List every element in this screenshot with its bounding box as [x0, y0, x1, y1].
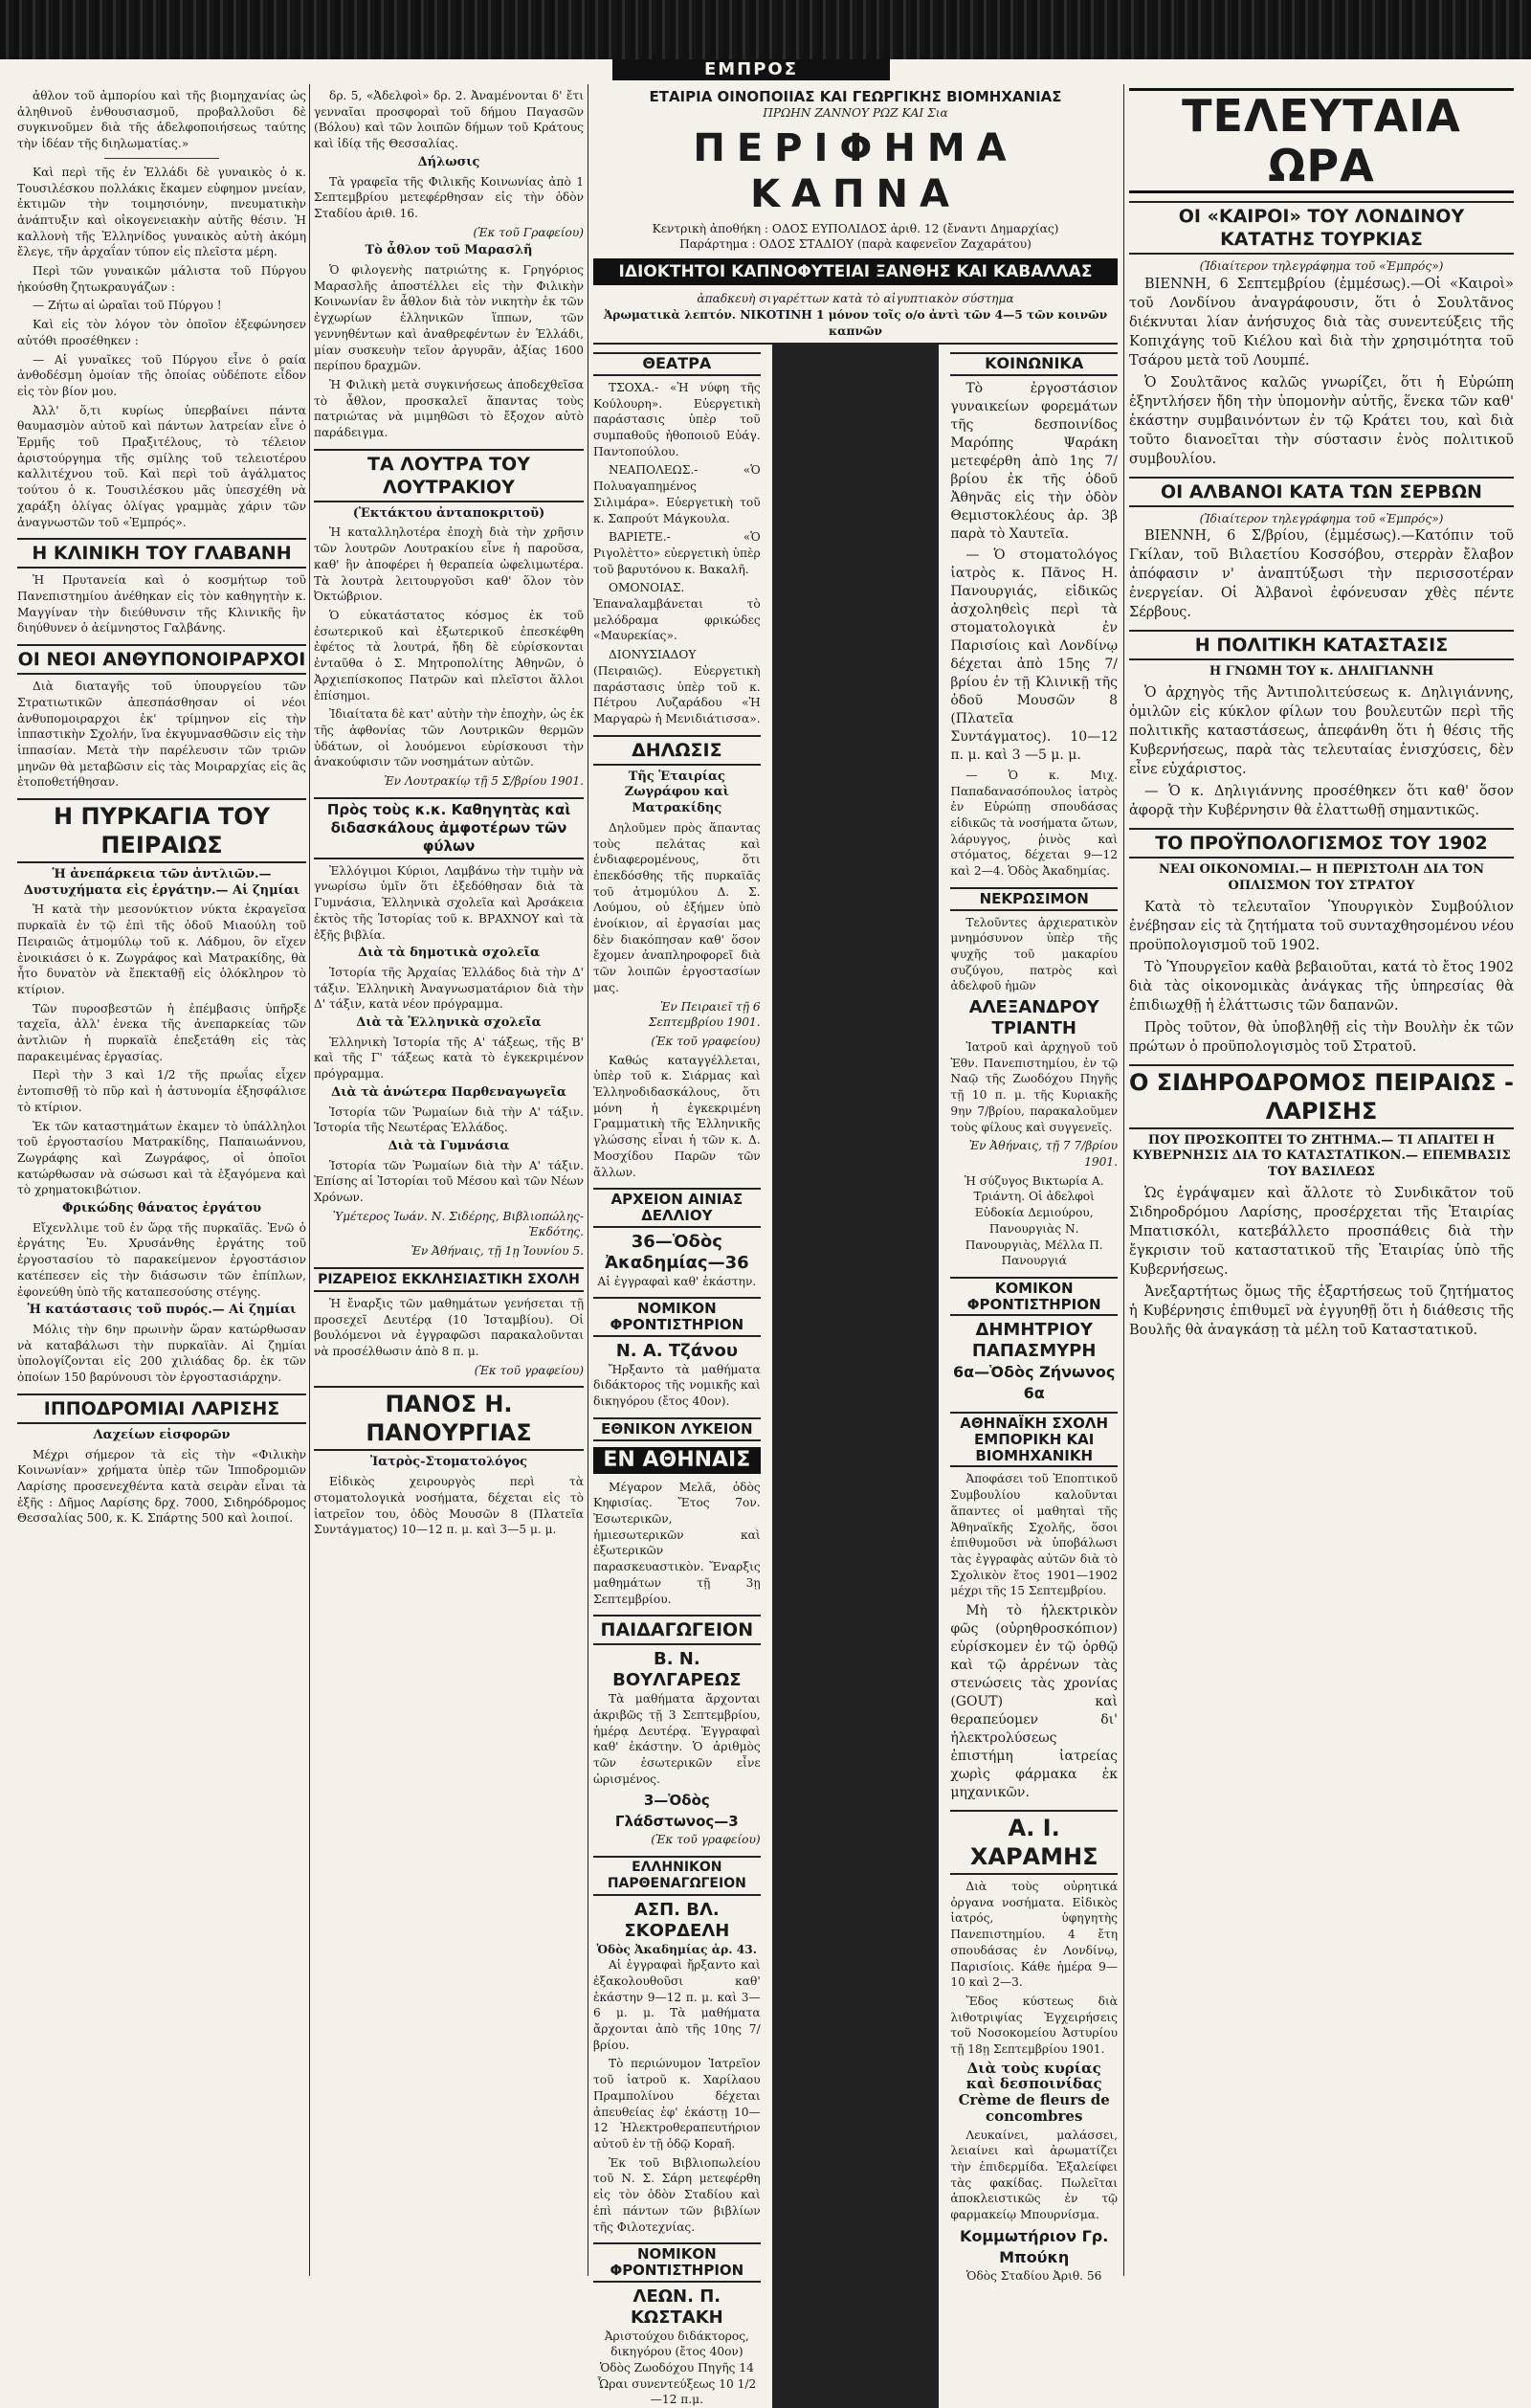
- section-heading: ΝΕΚΡΩΣΙΜΟΝ: [950, 887, 1118, 911]
- ad-line: Ὧραι συνεντεύξεως 10 1/2—12 π.μ.: [597, 2376, 757, 2407]
- paragraph: Ὁ ἀρχηγὸς τῆς Ἀντιπολιτεύσεως κ. Δηλιγιάννης, ὁμιλῶν εἰς κύκλον φίλων του βουλευτῶν περὶ τῆς πολιτικῆς καταστάσεως, ἀπεφάνθη ὅτι ἡ θέσις τῆς Κυβερνήσεως, παρὰ τὰς τελευταίας ἐνισχύσεις, δὲν εἶνε εὐχάριστος.: [1129, 685, 1514, 778]
- paragraph: ΒΙΕΝΝΗ, 6 Σεπτεμβρίου (ἐμμέσως).—Οἱ «Καιροὶ» τοῦ Λονδίνου ἀναγράφουσιν, ὅτι ὁ Σουλτᾶνος διέκνυται λίαν ἀνήσυχος διὰ τὰς συνεντεύξεις τῆς Κοπιχάγης τοῦ Κιέλου καὶ διὰ τὴν χρησιμότητα τοῦ Τσάρου μετὰ τοῦ Λουμπέ.: [1129, 276, 1514, 368]
- paragraph: Τελοῦντες ἀρχιερατικὸν μνημόσυνον ὑπὲρ τῆς ψυχῆς τοῦ μακαρίου συζύγου, πατρὸς καὶ ἀδελφοῦ ἡμῶν: [950, 915, 1119, 993]
- ad-subtitle: ΠΡΩΗΝ ΖΑΝΝΟΥ ΡΩΖ ΚΑΙ Σια: [763, 106, 948, 120]
- paragraph: ΒΑΡΙΕΤΕ.- «Ὁ Ριγολὲττο» εὐεργετικὴ ὑπὲρ τοῦ βαρυτόνου κ. Βακαλῆ.: [593, 530, 761, 576]
- paragraph: ἀθλον τοῦ ἀμπορίου καὶ τῆς βιομηχανίας ὡς ἀληθινοῦ ἐνθουσιασμοῦ, προβαλλοῦσι δὲ συγκινοῦμεν διὰ τῆς ἀδελφοποιήσεως ταύτης τὴν ἰδέαν τῆς διηλωματίας.»: [17, 89, 306, 151]
- paragraph: Αἱ ἐγγραφαὶ ἤρξαντο καὶ ἐξακολουθοῦσι καθ' ἑκάστην 9—12 π. μ. καὶ 3—6 μ. μ. Τὰ μαθήματα ἄρχονται ἀπὸ τῆς 10ης 7/βρίου.: [593, 1958, 761, 2052]
- paragraph: Διὰ τοὺς οὐρητικά ὀργανα νοσήματα. Εἰδικὸς ἰατρός, ὑφηγητὴς Πανεπιστημίου. 4 ἔτη σπουδάσας ἐν Λονδίνῳ, Παρισίοις. Κάθε ἡμέρα 9—10 καὶ 2—3.: [950, 1880, 1119, 1990]
- subheadline: Διὰ τὰ δημοτικὰ σχολεῖα: [358, 946, 540, 961]
- top-border-band: [0, 0, 1531, 59]
- dateline: Ἐν Ἀθήναις, τῇ 7 7/βρίου 1901.: [968, 1139, 1119, 1169]
- ad-address: Ὁδὸς Ἀκαδημίας ἀρ. 43.: [596, 1942, 757, 1956]
- ad-address: Ὁδὸς Σταδίου Ἀριθ. 56: [965, 2268, 1102, 2283]
- subheadline: Τῆς Ἑταιρίας Ζωγράφου καὶ Ματρακίδης: [624, 769, 729, 816]
- ad-heading: ΑΡΧΕΙΟΝ ΑΙΝΙΑΣ ΔΕΛΛΙΟΥ: [593, 1188, 761, 1227]
- headline: ΟΙ ΝΕΟΙ ΑΝΘΥΠΟΝΟΙΡΑΡΧΟΙ: [17, 644, 306, 675]
- ad-line: Ἀριστούχου διδάκτορος, δικηγόρου (ἔτος 40ον): [604, 2329, 749, 2359]
- masthead: ΕΜΠΡΟΣ: [612, 59, 890, 80]
- headline: ΤΑ ΛΟΥΤΡΑ ΤΟΥ ΛΟΥΤΡΑΚΙΟΥ: [314, 449, 584, 502]
- source-note: (Ἐκ τοῦ γραφείου): [651, 1034, 761, 1048]
- headline: Πρὸς τοὺς κ.κ. Καθηγητὰς καὶ διδασκάλους ἀμφοτέρων τῶν φύλων: [314, 797, 584, 859]
- column-rule: [1123, 84, 1124, 2276]
- paragraph: Ἡ κατὰ τὴν μεσονύκτιον νύκτα ἐκραγεῖσα πυρκαϊὰ ἐν τῷ ἐπὶ τῆς ὁδοῦ Μιαούλη τοῦ Πειραιῶς ἀτμομύλῳ τοῦ κ. Λάδμου, ὃν εἴχεν ἐνοικιάσει ὁ κ. Ζωγράφος καὶ Ματρακίδης, θὰ ἦτο δυνατὸν νὰ ἔπεκταθῇ εἰς ὁλόκληρον τὸ κτίριον.: [17, 903, 306, 996]
- dateline: Ἐν Πειραιεῖ τῇ 6 Σεπτεμβρίου 1901.: [648, 999, 761, 1030]
- paragraph: Ἡ ἔναρξις τῶν μαθημάτων γενήσεται τῇ προσεχεῖ Δευτέρᾳ (10 Ἰσταμβίου). Οἱ βουλόμενοι νὰ ἐγγραφῶσι παρακαλοῦνται νὰ προσέλθωσιν ἀπὸ 8 π. μ.: [314, 1296, 584, 1358]
- ad-name: ΑΣΠ. ΒΛ. ΣΚΟΡΔΕΛΗ: [624, 1899, 730, 1941]
- paragraph: ΒΙΕΝΝΗ, 6 Σ/βρίου, (ἐμμέσως).—Κατόπιν τοῦ Γκίλαν, τοῦ Βιλαετίου Κοσσόβου, στερρὰν ἔλαβον ἀπόφασιν ν' ἀναπτύξωσι τὴν περισσοτέραν ἐνεργείαν. Οἱ Ἀλβανοὶ ἐφόνευσαν χθὲς πέντε Σέρβους.: [1129, 528, 1514, 621]
- column-3: [593, 88, 1119, 2407]
- ad-name: Β. Ν. ΒΟΥΛΓΑΡΕΩΣ: [612, 1649, 742, 1691]
- subheadline: Ἡ κατάστασις τοῦ πυρός.— Αἱ ζημίαι: [27, 1303, 297, 1318]
- subheadline: Διὰ τὰ Ἑλληνικὰ σχολεῖα: [356, 1015, 542, 1031]
- paragraph: Ἐλλόγιμοι Κύριοι, Λαμβάνω τὴν τιμὴν νὰ γνωρίσω ὑμῖν ὅτι ἐξεδόθησαν διὰ τὰ Γυμνάσια, Ἑλληνικὰ σχολεῖα καὶ Ἀρσάκεια ἐκτὸς τῆς Ἱστορίας τοῦ κ. ΒΡΑΧΝΟΥ καὶ τὰ ἑξῆς βιβλία.: [314, 863, 584, 942]
- paragraph: Λευκαίνει, μαλάσσει, λειαίνει καὶ ἀρωματίζει τὴν ἐπιδερμίδα. Ἐξαλείφει τὰς φακίδας. Πωλεῖται ἀποκλειστικῶς ἐν τῷ φαρμακείῳ Μπουρνίσμα.: [950, 2128, 1119, 2222]
- paragraph: Μόλις τὴν 6ην πρωινὴν ὥραν κατώρθωσαν νὰ καταβάλωσι τὴν πυρκαϊὰν. Αἱ ζημίαι ὑπολογίζονται εἰς 200 χιλιάδας δρ. ἐκ τῶν ὁποίων 150 βαρύνουσι τὸν ἐργοστασιάρχην.: [17, 1323, 306, 1385]
- paragraph: ΟΜΟΝΟΙΑΣ. Ἐπαναλαμβάνεται τὸ μελόδραμα φρικώδες «Μαυρεκίας».: [593, 581, 761, 643]
- section-heading: ΘΕΑΤΡΑ: [593, 352, 761, 376]
- paragraph: Πρὸς τοῦτον, θὰ ὑποβληθῇ εἰς τὴν Βουλὴν ἐκ τῶν πρώτων ὁ προϋπολογισμὸς τοῦ Στρατοῦ.: [1129, 1019, 1514, 1055]
- headline: ΤΟ ΠΡΟΫΠΟΛΟΓΙΣΜΟΣ ΤΟΥ 1902: [1129, 828, 1514, 858]
- ad-heading: ΕΘΝΙΚΟΝ ΛΥΚΕΙΟΝ: [593, 1417, 761, 1441]
- subheadline: (Ἐκτάκτου ἀνταποκριτοῦ): [352, 505, 545, 521]
- ad-address: 3—Ὁδὸς Γλάδστωνος—3: [614, 1792, 739, 1831]
- paragraph: Καθώς καταγγέλλεται, ὑπὲρ τοῦ κ. Σιάρμας καὶ Ἑλληνοδιδασκάλους, ὅτι μόνη ἡ ἐγκεκριμένη Γραμματικὴ τῆς Ἑλληνικῆς γλώσσης εἶναι ἡ τῶν κ. Δ. Μοσχίδου Παρῶν τῶν ἄλλων.: [593, 1053, 761, 1179]
- source-note: (Ἰδιαίτερον τηλεγράφημα τοῦ «Ἐμπρός»): [1199, 259, 1444, 273]
- paragraph: Μέγαρον Μελᾶ, ὁδὸς Κηφισίας. Ἔτος 7ον. Ἐσωτερικῶν, ἡμιεσωτερικῶν καὶ ἐξωτερικῶν παρασκευαστικὸν. Ἔναρξις μαθημάτων τῇ 3ῃ Σεπτεμβρίου.: [593, 1480, 761, 1606]
- ad-inverted-banner: ΙΔΙΟΚΤΗΤΟΙ ΚΑΠΝΟΦΥΤΕΙΑΙ ΞΑΝΘΗΣ ΚΑΙ ΚΑΒΑΛΛΑΣ: [593, 258, 1118, 285]
- column-4: [1129, 88, 1514, 2275]
- paragraph: δρ. 5, «Ἀδελφοὶ» δρ. 2. Ἀναμένονται δ' ἔτι γενναῖαι προσφοραὶ τοῦ δήμου Παγασῶν (Βόλου) καὶ τῶν λοιπῶν δήμων τοῦ Κράτους καὶ ἰδίᾳ τῆς Θεσσαλίας.: [314, 89, 584, 151]
- paragraph: Ἡ Φιλικὴ μετὰ συγκινήσεως ἀποδεχθεῖσα τὸ ἆθλον, προσκαλεῖ ἅπαντας τοὺς πατριώτας νὰ μιμηθῶσι τὸ ἔξοχον αὐτὸ παράδειγμα.: [314, 377, 584, 440]
- source-note: (Ἐκ τοῦ Γραφείου): [473, 225, 584, 239]
- paragraph: — Ὁ κ. Μιχ. Παπαδανασόπουλος ἰατρὸς ἐν Εὐρώπῃ σπουδάσας εἰδικῶς τὰ νοσήματα ὤτων, λάρυγγος, ῥινὸς καὶ στόματος, δέχεται 9—12 καὶ 2—4. Ὁδὸς Ἀκαδημίας.: [950, 768, 1119, 879]
- paragraph: Περὶ τὴν 3 καὶ 1/2 τῆς πρωΐας εἶχεν ἐντοπισθῇ τὸ πῦρ καὶ ἡ ἀστυνομία ἐξησφάλισε τὸ κτίριον.: [17, 1068, 306, 1114]
- ad-heading: Διὰ τοὺς κυρίας καὶ δεσποινίδας Crème de fleurs de concombres: [958, 2059, 1110, 2125]
- paragraph: ΝΕΑΠΟΛΕΩΣ.- «Ὁ Πολυαγαπημένος Σιλιμάρα». Εὐεργετικὴ τοῦ κ. Σαπρούτ Μάγκουλα.: [593, 463, 761, 525]
- paragraph: Ἱστορία τῆς Ἀρχαίας Ἑλλάδος διὰ τὴν Δ' τάξιν. Ἑλληνικὴ Ἀναγνωσματάριον διὰ τὴν Δ' τάξιν, κατὰ νέον πρόγραμμα.: [314, 965, 584, 1012]
- ad-heading: ΝΟΜΙΚΟΝ ΦΡΟΝΤΙΣΤΗΡΙΟΝ: [593, 2242, 761, 2282]
- source-note: (Ἰδιαίτερον τηλεγράφημα τοῦ «Ἐμπρός»): [1199, 511, 1444, 525]
- deceased-name: ΑΛΕΞΑΝΔΡΟΥ ΤΡΙΑΝΤΗ: [968, 997, 1099, 1039]
- paragraph: Εἰδικὸς χειρουργὸς περὶ τὰ στοματολογικὰ νοσήματα, δέχεται εἰς τὸ ἰατρεῖον του, ὁδὸς Μουσῶν 8 (Πλατεῖα Συντάγματος) 10—12 π. μ. καὶ 3—5 μ. μ.: [314, 1475, 584, 1537]
- ad-title: ΕΤΑΙΡΙΑ ΟΙΝΟΠΟΙΙΑΣ ΚΑΙ ΓΕΩΡΓΙΚΗΣ ΒΙΟΜΗΧΑΝΙΑΣ: [649, 88, 1062, 105]
- paragraph: Δηλοῦμεν πρὸς ἅπαντας τοὺς πελάτας καὶ ἐνδιαφερομένους, ὅτι ἐπεκδόσθης τῆς πυρκαϊᾶς τοῦ ἀτμομύλου Δ. Σ. Λούμου, οὐ ἐξήμεν ὑπὸ ἐνοίκιον, αἱ ἐργασίαι μας δὲν διακόπησαν καθ' ὅσον ἔχομεν ἀναπληροφορεῖ διὰ τῶν λοιπῶν ἐργοστασίων μας.: [593, 820, 761, 994]
- dateline: Ἐν Λουτρακίῳ τῇ 5 Σ/βρίου 1901.: [384, 774, 584, 789]
- subheadline: Ἡ ἀνεπάρκεια τῶν ἀντλιῶν.— Δυστυχήματα εἰς ἐργάτην.— Αἱ ζημίαι: [23, 867, 300, 898]
- ad-name: ΔΗΜΗΤΡΙΟΥ ΠΑΠΑΣΜΥΡΗ: [971, 1320, 1097, 1362]
- paragraph: Ἰατροῦ καὶ ἀρχηγοῦ τοῦ Ἐθν. Πανεπιστημίου, ἐν τῷ Ναῷ τῆς Ζωοδόχου Πηγῆς τῇ 10 π. μ. τῆς Κυριακῆς 9ην 7/βρίου, παρακαλοῦμεν τοὺς φίλους καὶ συγγενεῖς.: [950, 1040, 1119, 1134]
- ad-heading: ΚΟΜΙΚΟΝ ΦΡΟΝΤΙΣΤΗΡΙΟΝ: [950, 1277, 1118, 1316]
- column-2: [314, 88, 584, 2275]
- paragraph: Τὰ μαθήματα ἄρχονται ἀκριβῶς τῇ 3 Σεπτεμβρίου, ἡμέρᾳ Δευτέρᾳ. Ἐγγραφαὶ καθ' ἑκάστην. Ὁ ἀριθμὸς τῶν ἐσωτερικῶν εἶνε ὡρισμένος.: [593, 1692, 761, 1786]
- paragraph: Ἡ Πρυτανεία καὶ ὁ κοσμήτωρ τοῦ Πανεπιστημίου ἀνέθηκαν εἰς τὸν καθηγητὴν κ. Μαγγίναν τὴν διεύθυνσιν τῆς Κλινικῆς ἣν διηύθυνεν ὁ ἀείμνηστος Γαλβάνης.: [17, 573, 306, 635]
- ad-heading: ΠΑΙΔΑΓΩΓΕΙΟΝ: [593, 1615, 761, 1645]
- paragraph: Ἀνεξαρτήτως ὅμως τῆς ἐξαρτήσεως τοῦ ζητήματος ἡ Κυβέρνησις ἐπιθυμεῖ νὰ ἐγγυηθῇ ὅτι ἡ διάθεσις τῆς Βουλῆς θὰ ἀναγκάσῃ τὰ μέλη τοῦ Καταστατικοῦ.: [1129, 1283, 1514, 1338]
- paragraph: Ἰδιαίτατα δὲ κατ' αὐτὴν τὴν ἐποχὴν, ὡς ἐκ τῆς ἀφθονίας τῶν Λουτρικῶν θερμῶν ὑδάτων, οἱ λουόμενοι εὑρίσκουσι τὴν ἀνακούφισιν τῶν νοσημάτων αὐτῶν.: [314, 707, 584, 769]
- paragraph: Εἴχενλλιμε τοῦ ἐν ὥρᾳ τῆς πυρκαϊᾶς. Ἐνῶ ὁ ἐργάτης Ἐυ. Χρυσάνθης ἐργάτης τοῦ ἐργοστασίου τὸ παρακείμενον ἐργοστάσιον κατέπεσεν εἰς τὴν διάσωσιν τῶν ἐπίπλων, ἐφονεύθη ὑπὸ τῆς καταπεσούσης στέγης.: [17, 1220, 306, 1299]
- subheadline: Λαχείων εἰσφορῶν: [93, 1427, 231, 1442]
- column-rule: [309, 84, 310, 2276]
- subheadline: Διὰ τὰ Γυμνάσια: [388, 1138, 510, 1153]
- paragraph: — Ζήτω αἱ ὡραῖαι τοῦ Πύργου !: [33, 299, 222, 313]
- subheadline: Φρικώδης θάνατος ἐργάτου: [61, 1201, 262, 1216]
- paragraph: Ἑλληνικὴ Ἱστορία τῆς Α' τάξεως, τῆς Β' καὶ τῆς Γ' τάξεως κατὰ τὸ ἐγκεκριμένον πρόγραμμα.: [314, 1035, 584, 1081]
- ad-address: 36—Ὁδὸς Ἀκαδημίας—36: [605, 1231, 749, 1273]
- column-rule: [772, 345, 940, 2408]
- source-note: (Ἐκ τοῦ γραφείου): [651, 1833, 761, 1847]
- headline: ΠΑΝΟΣ Η. ΠΑΝΟΥΡΓΙΑΣ: [314, 1386, 584, 1451]
- paragraph: Τὸ Ὑπουργεῖον καθὰ βεβαιοῦται, κατά τὸ ἔτος 1902 διὰ τὰς οἰκονομικὰς ἀνάγκας τῆς ὑπηρεσίας θὰ ἐπιδιωχθῇ ἡ ἐλάττωσις τῶν δαπανῶν.: [1129, 959, 1514, 1014]
- source-note: (Ἐκ τοῦ γραφείου): [474, 1363, 584, 1377]
- ad-line: Κεντρικὴ ἀποθήκη : ΟΔΟΣ ΕΥΠΟΛΙΔΟΣ ἀριθ. 12 (ἔναντι Δημαρχίας): [652, 221, 1059, 235]
- section-heading: ΚΟΙΝΩΝΙΚΑ: [950, 352, 1118, 376]
- subheadline: Δήλωσις: [417, 154, 480, 169]
- column-1: [17, 88, 306, 2275]
- paragraph: Κατὰ τὸ τελευταῖον Ὑπουργικὸν Συμβούλιον ἐνέβησαν εἰς τὰ ζητήματα τοῦ συνταχθησομένου νέου προϋπολογισμοῦ τοῦ 1902.: [1129, 899, 1514, 953]
- ad-heading: ΕΛΛΗΝΙΚΟΝ ΠΑΡΘΕΝΑΓΩΓΕΙΟΝ: [593, 1856, 761, 1895]
- headline: Η ΠΥΡΚΑΓΙΑ ΤΟΥ ΠΕΙΡΑΙΩΣ: [17, 798, 306, 863]
- paragraph: Τῶν πυροσβεστῶν ἡ ἐπέμβασις ὑπῆρξε ταχεῖα, ἀλλ' ἐνεκα τῆς ἀνεπαρκείας τῶν ἀντλιῶν ἡ πυρκαϊὰ ἐπεξετάθη εἰς τὰς παρακειμένας ἐργασίας.: [17, 1001, 306, 1063]
- paragraph: ΤΣΟΧΑ.- «Ἡ νύφη τῆς Κούλουρη». Εὐεργετικὴ παράστασις ὑπὲρ τοῦ συμπαθοῦς ἠθοποιοῦ Εὐάγ. Παντοπούλου.: [593, 380, 761, 458]
- subheadline: Η ΓΝΩΜΗ ΤΟΥ κ. ΔΗΛΙΓΙΑΝΝΗ: [1209, 664, 1434, 680]
- paragraph: Ἱστορία τῶν Ῥωμαίων διὰ τὴν Α' τάξιν. Ἱστορία τῆς Νεωτέρας Ἑλλάδος.: [314, 1104, 584, 1135]
- ad-name: Κομμωτήριον Γρ. Μπούκη: [960, 2226, 1109, 2266]
- paragraph: Τὰ γραφεῖα τῆς Φιλικῆς Κοινωνίας ἀπὸ 1 Σεπτεμβρίου μετεφέρθησαν εἰς τὴν ὁδὸν Σταδίου ἀριθ. 16.: [314, 174, 584, 220]
- paragraph: Ἤρξαντο τὰ μαθήματα διδάκτορος τῆς νομικῆς καὶ δικηγόρου (ἔτος 40ον).: [593, 1362, 761, 1409]
- ad-line: Παράρτημα : ΟΔΟΣ ΣΤΑΔΙΟΥ (παρὰ καφενεῖον Ζαχαράτου): [679, 237, 1032, 252]
- paragraph: Τὸ ἐργοστάσιον γυναικείων φορεμάτων τῆς δεσποινίδος Μαρόπης Ψαράκη μετεφέρθη ἀπὸ 1ης 7/βρίου ἐκ τῆς ὁδοῦ Ἀθηνᾶς εἰς τὴν ὁδὸν Θεμιστοκλέους ἀρ. 3β παρὰ τὸ Χαυτεῖα.: [950, 380, 1119, 542]
- paragraph: Ἐκ τῶν καταστημάτων ἐκαμεν τὸ ὑπάλληλοι τοῦ ἐργοστασίου Ματρακίδης, Παπαιωάννου, Ζωγράφης καὶ Ζωγράφος, οἱ ὁποῖοι κατώρθωσαν νὰ σώσωσι καὶ τὰ ἐξαγόμενα καὶ τὸ χρηματοκιβώτιον.: [17, 1119, 306, 1197]
- paragraph: Ἱστορία τῶν Ῥωμαίων διὰ τὴν Α' τάξιν. Ἐπίσης αἱ Ἱστορίαι τοῦ Μέσου καὶ τῶν Νέων Χρόνων.: [314, 1158, 584, 1205]
- headline: Η ΠΟΛΙΤΙΚΗ ΚΑΤΑΣΤΑΣΙΣ: [1129, 630, 1514, 660]
- paragraph: Ἀποφάσει τοῦ Ἐποπτικοῦ Συμβουλίου καλοῦνται ἅπαντες οἱ μαθηταὶ τῆς Ἀθηναϊκῆς Σχολῆς, ὅσοι ἐπιθυμοῦσι νὰ ὑποβάλωσι τὰς ἐγγραφὰς αὐτῶν διὰ τὸ Σχολικὸν ἔτος 1901—1902 μέχρι τῆς 15 Σεπτεμβρίου.: [950, 1472, 1119, 1598]
- paragraph: Μέχρι σήμερον τὰ εἰς τὴν «Φιλικὴν Κοινωνίαν» χρήματα ὑπὲρ τῶν Ἱπποδρομιῶν Λαρίσης προσενεχθέντα κατὰ σειρὰν εἶναι τὰ ἑξῆς : Δῆμος Λαρίσης δρχ. 7000, Σιδηρόδρομος Θεσσαλίας 500, κ. Κ. Σπάρτης 500 καὶ λοιποί.: [17, 1447, 306, 1526]
- headline: ΙΠΠΟΔΡΟΜΙΑΙ ΛΑΡΙΣΗΣ: [17, 1394, 306, 1424]
- ad-name: Ν. Α. Τζάνου: [615, 1340, 738, 1361]
- paragraph: Ὁ φιλογενὴς πατριώτης κ. Γρηγόριος Μαρασλῆς ἀποστέλλει εἰς τὴν Φιλικὴν Κοινωνίαν ἓν ἆθλον διὰ τὸν νικητὴν ἐκ τῶν ἐγχωρίων ἑλληνικῶν ἵππων, τῶν γεννηθέντων καὶ ἀναθρεφέντων ἐν Ἑλλάδι, μίαν συσκευὴν τεῖον ἀργυρᾶν, ἀξίας 1600 περίπου δραχμῶν.: [314, 263, 584, 373]
- subheadline: Ἰατρὸς-Στοματολόγος: [369, 1455, 528, 1470]
- ad-banner: ΠΕΡΙΦΗΜΑ ΚΑΠΝΑ: [693, 125, 1018, 216]
- paragraph: — Ὁ στοματολόγος ἰατρὸς κ. Πᾶνος Η. Πανουργιάς, εἰδικῶς ἀσχοληθεὶς περὶ τὰ στοματολογικὰ ἐν Παρισίοις καὶ Λονδίνῳ δέχεται ἀπὸ 15ης 7/βρίου ἐν τῇ Κλινικῇ τῆς ὁδοῦ Μουσῶν 8 (Πλατεῖα Συντάγματος). 10—12 π. μ. καὶ 3 —5 μ. μ.: [950, 546, 1119, 763]
- ad-line: Ἀρωματικὰ λεπτόν. ΝΙΚΟΤΙΝΗ 1 μόνον τοῖς ο/ο ἀντὶ τῶν 4—5 τῶν κοινῶν καπνῶν: [593, 307, 1118, 345]
- paragraph: Καὶ εἰς τὸν λόγον τὸν ὁποῖον ἐξεφώνησεν αὐτόθι προσέθηκεν :: [17, 318, 306, 347]
- ad-heading: Α. Ι. ΧΑΡΑΜΗΣ: [950, 1810, 1118, 1875]
- section-title: ΤΕΛΕΥΤΑΙΑ ΩΡΑ: [1129, 88, 1514, 193]
- paragraph: Ἐκ τοῦ Βιβλιοπωλείου τοῦ Ν. Σ. Σάρη μετεφέρθη εἰς τὸν ὁδὸν Σταδίου καὶ ἐπὶ πάντων τῶν βιβλίων τῆς Φιλοτεχνίας.: [593, 2155, 761, 2234]
- signature: Ἡ σύζυγος Βικτωρία Α. Τριάντη. Οἱ ἀδελφοὶ Εὐδοκία Δεμιούρου, Πανουργιὰς Ν. Πανουργιὰς, Μέλλα Π. Πανουργιά: [964, 1173, 1104, 1268]
- headline: ΡΙΖΑΡΕΙΟΣ ΕΚΚΛΗΣΙΑΣΤΙΚΗ ΣΧΟΛΗ: [314, 1267, 584, 1292]
- paragraph: Ἔδος κύστεως διὰ λιθοτριψίας Ἐγχειρήσεις τοῦ Νοσοκομείου Ἀστυρίου τῇ 18ῃ Σεπτεμβρίου 1901.: [950, 1994, 1119, 2057]
- ad-heading: ΑΘΗΝΑΪΚΗ ΣΧΟΛΗ ΕΜΠΟΡΙΚΗ ΚΑΙ ΒΙΟΜΗΧΑΝΙΚΗ: [950, 1412, 1118, 1467]
- paragraph: Ἡ καταλληλοτέρα ἐποχὴ διὰ τὴν χρῆσιν τῶν λουτρῶν Λουτρακίου εἶνε ἡ παροῦσα, καθ' ἣν ἀποφέρει ἡ θεραπεία ὠφελιμωτέρα. Τὰ λουτρὰ λειτουργοῦσι καθ' ὅλον τὸν Ὀκτώβριον.: [314, 525, 584, 604]
- paragraph: Ὁ εὐκατάστατος κόσμος ἐκ τοῦ ἐσωτερικοῦ καὶ ἐξωτερικοῦ ἐπεσκέφθη ἐφέτος τὰ λουτρά, ἤδη δὲ εὑρίσκονται ἐνταῦθα ὁ Σ. Μητροπολίτης Ἀθηνῶν, ὁ Ἀρχιεπίσκοπος Πατρῶν καὶ πλεῖστοι ἄλλοι ἐπίσημοι.: [314, 608, 584, 702]
- paragraph: Τὸ περιώνυμον Ἰατρεῖον τοῦ ἰατροῦ κ. Χαρίλαου Πραμπολίνου δέχεται ἀπευθείας ἐφ' ἑκάστῃ 10—12 Ἠλεκτροθεραπευτήριον αὐτοῦ ἐν τῇ ὁδῷ Κοραῆ.: [593, 2057, 761, 2151]
- paragraph: Ἀλλ' ὅ,τι κυρίως ὑπερβαίνει πάντα θαυμασμὸν αὐτοῦ καὶ πάντων λατρείαν εἶνε ὁ Ἑρμῆς τοῦ Πραξιτέλους, τὸ τέλειον ἀριστούργημα τῆς σμίλης τοῦ τελειοτέρου καλλιτέχνου τοῦ. Καὶ περὶ τοῦ ἀγάλματος τούτου ὁ κ. Τουσιλέσκου μᾶς ὑπεσχέθη νὰ χαράξη ὀλίγας ὀλίγας γραμμὰς χάριν τῶν ἀναγνωστῶν τοῦ «Ἐμπρός».: [17, 403, 306, 529]
- dateline: Ἐν Ἀθήναις, τῇ 1ῃ Ἰουνίου 5.: [410, 1244, 584, 1259]
- subheadline: Τὸ ἆθλον τοῦ Μαρασλῆ: [365, 243, 533, 258]
- paragraph: Περὶ τῶν γυναικῶν μάλιστα τοῦ Πύργου ἠκούσθη ζητωκραυγάζων :: [17, 264, 306, 294]
- section-heading: ΔΗΛΩΣΙΣ: [593, 735, 761, 766]
- signature: Ὑμέτερος Ἰωάν. Ν. Σιδέρης, Βιβλιοπώλης-Ἐκδότης.: [332, 1209, 584, 1239]
- headline: Ο ΣΙΔΗΡΟΔΡΟΜΟΣ ΠΕΙΡΑΙΩΣ - ΛΑΡΙΣΗΣ: [1129, 1064, 1514, 1129]
- ad-inverted-banner: ΕΝ ΑΘΗΝΑΙΣ: [593, 1447, 761, 1474]
- paragraph: — Αἱ γυναῖκες τοῦ Πύργου εἶνε ὁ ραία ἀνθοδέσμη ὁμοίαν τῆς ὁποίας οὐδέποτε εἶδον εἰς τὸν βίον μου.: [17, 352, 306, 398]
- paragraph: Διὰ διαταγῆς τοῦ ὑπουργείου τῶν Στρατιωτικῶν ἀπεσπάσθησαν οἱ νέοι ἀνθυπομοιραρχοι ἐκ' τρίμηνον εἰς τὴν ἱππαστικὴν Σχολήν, ἵνα ἐκγυμνασθῶσιν εἰς τὴν ἱππασίαν. Μετὰ τὴν παρέλευσιν τῶν τριῶν μηνῶν θὰ μεταβῶσιν εἰς τὰς Μοιραρχίας εἰς ἃς ἐτοποθετήθησαν.: [17, 680, 306, 790]
- headline: Η ΚΛΙΝΙΚΗ ΤΟΥ ΓΛΑΒΑΝΗ: [17, 538, 306, 569]
- headline: ΟΙ ΑΛΒΑΝΟΙ ΚΑΤΑ ΤΩΝ ΣΕΡΒΩΝ: [1129, 477, 1514, 507]
- paragraph: ΔΙΟΝΥΣΙΑΔΟΥ (Πειραιῶς). Εὐεργετικὴ παράστασις ὑπὲρ τοῦ κ. Πέτρου Λυζαράδου «Ἡ Μαργαρὼ ἡ Μενιδιάτισσα».: [593, 648, 761, 725]
- paragraph: Ὡς ἐγράψαμεν καὶ ἄλλοτε τὸ Συνδικᾶτον τοῦ Σιδηροδρόμου Λαρίσης, προσέρχεται τῆς Ἑταιρίας Μπατισκόλι, κατεβάλλετο προσπάθεις διὰ τὴν ἔγκρισιν τοῦ καταστατικοῦ τῆς Ἑταιρίας ὑπὸ τῆς Κυβερνήσεως.: [1129, 1185, 1514, 1278]
- ad-heading: ΝΟΜΙΚΟΝ ΦΡΟΝΤΙΣΤΗΡΙΟΝ: [593, 1297, 761, 1336]
- subheadline: ΠΟΥ ΠΡΟΣΚΟΠΤΕΙ ΤΟ ΖΗΤΗΜΑ.— ΤΙ ΑΠΑΙΤΕΙ Η ΚΥΒΕΡΝΗΣΙΣ ΔΙΑ ΤΟ ΚΑΤΑΣΤΑΤΙΚΟΝ.— ΕΠΕΜΒΑΣΙΣ ΤΟΥ ΒΑΣΙΛΕΩΣ: [1132, 1132, 1511, 1179]
- ad-address: 6α—Ὁδὸς Ζήνωνος 6α: [953, 1363, 1116, 1403]
- ad-line: ἀπαδκευὴ σιγαρέττων κατὰ τὸ αἰγυπτιακὸν σύστημα: [697, 292, 1014, 306]
- paragraph: Ὁ Σουλτᾶνος καλῶς γνωρίζει, ὅτι ἡ Εὐρώπη ἐξηντλήσεν ἤδη τὴν ὑπομονὴν αὐτῆς, ἕνεκα τῶν καθ' ἑκάστην συμβαινόντων ἐν τῷ Κράτει του, καὶ διὰ τοῦτο διανοεῖται τὴν σύστασιν ἑνὸς πολιτικοῦ συμβουλίου.: [1129, 374, 1514, 467]
- subheadline: ΝΕΑΙ ΟΙΚΟΝΟΜΙΑΙ.— Η ΠΕΡΙΣΤΟΛΗ ΔΙΑ ΤΟΝ ΟΠΛΙΣΜΟΝ ΤΟΥ ΣΤΡΑΤΟΥ: [1158, 862, 1484, 893]
- headline: ΟΙ «ΚΑΙΡΟΙ» ΤΟΥ ΛΟΝΔΙΝΟΥ ΚΑΤΑΤΗΣ ΤΟΥΡΚΙΑΣ: [1129, 201, 1514, 255]
- subheadline: Διὰ τὰ ἀνώτερα Παρθεναγωγεῖα: [331, 1084, 566, 1100]
- divider: [104, 158, 220, 159]
- paragraph: Καὶ περὶ τῆς ἐν Ἑλλάδι δὲ γυναικὸς ὁ κ. Τουσιλέσκου πολλάκις ἔκαμεν εὐφημον μνείαν, ἐκτιμῶν τὴν τοιμησιόνην, πνευματικὴν ἀνάπτυξιν καὶ οἰκογενειακὴν αὐτῆς θέσιν. Ἡ καλλονὴ τῆς Ἑλληνίδος γυναικὸς αὐτὴ ἀκόμη ἔλεγε, τῆν ἀρχαΐαν τύπον εἰς πλεῖστα μέρη.: [17, 165, 306, 259]
- paragraph: — Ὁ κ. Δηλιγιάννης προσέθηκεν ὅτι καθ' ὅσον ἀφορᾷ τὴν Κυβέρνησιν θὰ ἐλαττωθῇ σημαντικῶς.: [1129, 784, 1514, 819]
- ad-line: Αἱ ἐγγραφαὶ καθ' ἑκάστην.: [597, 1274, 757, 1288]
- paragraph: Μὴ τὸ ἠλεκτρικὸν φῶς (οὐρηθροσκόπιον) εὑρίσκομεν ἐν τῷ ὀρθῷ καὶ τῷ ἀρρένων τὰς στενώσεις τὰς χρονίας (GOUT) καὶ θεραπεύομεν δι' ἠλεκτρολύσεως ἐπιστήμη ἰατρείας χωρὶς φάρμακα ἐκ μηχανικῶν.: [950, 1603, 1119, 1801]
- ad-line: Ὁδὸς Ζωοδόχου Πηγῆς 14: [599, 2361, 754, 2375]
- ad-name: ΛΕΩΝ. Π. ΚΩΣΤΑΚΗ: [630, 2285, 723, 2328]
